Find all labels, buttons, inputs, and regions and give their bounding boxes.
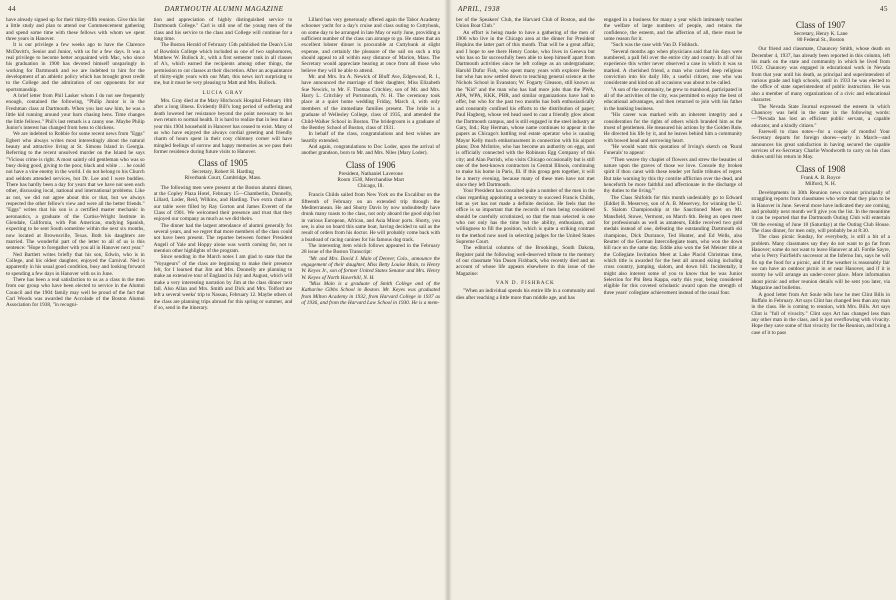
paragraph: A brief letter from Phil Lasker whom I do not see frequently enough, contained the following, "Philip Junior is in the Freshman class at Dartmouth. When you last saw him, he was a little kid running around your barn chasing hens. Time changes the little fellows." Phil's last remark is a canny one. Maybe Philip Junior's interest has changed from hens to chickens. (6, 93, 145, 131)
paragraph: "'Then weave thy chaplet of flowers and strew the beauties of nature upon the graves of those we love. Console thy broken spirit if thou canst with these tender yet futile tributes of regret. But take warning by this thy contrite affliction over the dead, and henceforth be more faithful and affectionate in the discharge of thy duties to the living.'" (603, 156, 743, 195)
paragraph: The dinner had the largest attendance of alumni generally for several years, and we regret that more members of the class could not have been present. The repartee between former President Angell of Yale and Hoppy alone was worth coming for, not to mention other highlights of the program. (153, 222, 293, 255)
right-column-2 (604, 17, 743, 596)
right-column-1 (456, 17, 595, 596)
paragraph: The interesting item which follows appeared in the February 28 issue of the Boston Transcript: (301, 242, 441, 256)
class-1907-address: 80 Federal St., Boston (797, 37, 845, 44)
class-1908-heading: Class of 1908 (795, 163, 846, 174)
paragraph: The editorial columns of the Brookings, South Dakota, Register paid the following well-deserved tribute to the memory of our classmate Van Dusen Fishback, who recently died and an account of whose life appears elsewhere in this issue of the Magazine: (456, 245, 595, 277)
paragraph: "Several months ago when physicians said that his days were numbered, a pall fell over the entire city and county. In all of his experience this writer never observed a case in which it was so marked. A cherished friend, a man who carried deep religious conviction into his daily life, a useful citizen, one who was considerate and kind on all occasions was about to be called. (603, 48, 743, 87)
paragraph: It is our privilege a few weeks ago to have the Clarence McDavitt's, Senior and Junior, with us for a few days. It was a real privilege to become better acquainted with Mac, who since his graduation in 1900 has devoted himself unsparingly in working for Dartmouth and we are indebted to him for the development of an athletic policy which has brought great credit to the College and the admiration of our opponents for our sportsmanship. (6, 42, 145, 93)
paragraph: Ned Bartlett writes briefly that his son, Edwin, who is in College, and his oldest daughter, enjoyed the Carnival. Ned is apparently in his usual good condition, busy and looking forward to spending a few days in Hanover with us in June. (6, 251, 145, 277)
right-columns (456, 17, 890, 596)
paragraph: Lillard has very generously offered again the Tabor Academy schooner yacht for a day's cruise and class outing to Cuttyhunk, on some day to be arranged in late May or early June, providing a sufficient number of the class can arrange to go. He states that an excellent lobster dinner is procurable at Cuttyhunk at slight expense, and certainly the pleasure of the sail on such a trip should appeal to all within easy distance of Marion, Mass. The Secretary would appreciate hearing at once from all those who believe they will be able to attend. (301, 17, 441, 74)
paragraph: There has been a real satisfaction to us as a class in the men from our group who have been elected to service in the Alumni Council and the 1904 family may well be proud of the fact that Carl Woods was awarded the Accolade of the Boston Alumni Association for 1938, "in recogni- (6, 277, 145, 309)
paragraph: Our friend and classmate, Chauncey Smith, whose death on December 4, 1937, has already been reported in this column, left his mark on the state and community in which he lived from 1912. Chauncey was engaged in educational work in Nevada from that year until his death, as principal and superintendent of various grade and high schools, until in 1933 he was elected to the office of state superintendent of public instruction. He was also a member of many organizations of a civic and educational character. (751, 46, 891, 104)
class-1906-heading: Class of 1906 (345, 159, 396, 170)
paragraph: We are indebted to Robbie for some recent news from "Eggs" Egbert who always writes most interestingly about the natural beauty and attractive living at St. Simons Island in Georgia. Referring to the recent unsolved murder on the Island he says "Vicious crime is right. A most saintly old gentleman who was so busy doing good, giving to the poor, black and white . . . he could not have a vine enemy in the world. I do not belong to his Church and seldom attended services, but Dr. Lee and I were buddies. There has hardly been a day for years that we have not seen each other, discussing local, national and international problems. Like as not, we did not agree about this or that, but we always respected the other fellow's view and were all the better friends." "Eggs" writes that his son is a certified master mechanic in aeronautics, a graduate of the Curtiss-Wright Institute in Glendale, California, with Pan American, studying Spanish, expecting to be sent South sometime within the next six months, now located at Brownsville, Texas. Both his daughters are married. The wonderful part of the letter to all of us is this sentence: "Hope to foregather with you all in Hanover next year." (6, 131, 145, 252)
paragraph: Your President has consulted quite a number of the men in the class regarding appointing a secretary to succeed Francis Childs, but as yet has not made a definite decision. He feels that the office is so important that the records of men being considered should be carefully scrutinized, so that the man selected is one who not only has the time but the ability, enthusiasm, and willingness to fill the position, which is quite a striking contrast to the method now used in selecting judges for the United States Supreme Court. (456, 188, 595, 246)
class-1906-address: Room 1530, Merchandise Mart (337, 176, 404, 183)
paragraph: "Such was the case with Van D. Fishback. (610, 42, 699, 49)
paragraph: "Mr. and Mrs. David J. Main of Denver, Colo., announce the engagement of their daughter, Miss Betty Louise Main, to Henry W. Keyes Jr., son of former United States Senator and Mrs. Henry W. Keyes of North Haverhill, N. H. (301, 255, 441, 281)
paragraph: "Miss Main is a graduate of Smith College and of the Katharine Gibbs School in Boston. Mr. Keyes was graduated from Milton Academy in 1932, from Harvard College in 1937 as of 1936, and from the Harvard Law School in 1930. He is a mem- (301, 280, 441, 307)
paragraph: Developments in 30th Reunion news consist principally of straggling reports from classmates who write that they plan to be in Hanover in June. Several more have indicated they are coming, and probably next month we'll give you the list. In the meantime it can be reported that the Dartmouth Outing Club will entertain '08 the evening of June 18 (Saturday) at the Outing Club House. The class dinner, for men only, will probably be at 8:30. (751, 190, 891, 235)
page-number-right: 45 (880, 5, 888, 13)
paragraph: The Boston Herald of February 15th published the Dean's List of Bowdoin College which included as one of two sophomores, Matthew W. Bullock Jr., with a first semester rank in all classes of A's, which earned the recipients among other things, the permission to cut classes at their discretion. After an acquaintance of thirty-eight years with our Matt, this news isn't surprising to me, but it must be very pleasing to Matt and Mrs. Bullock. (153, 42, 293, 87)
paragraph: The following men were present at the Boston alumni dinner, at the Copley Plaza Hotel, February 15—Chamberlin, Donnelly, Lillard, Loder, Reid, Wilkins, and Harding. Two extra chairs at our table were filled by Ray Gorton and James Everett of the Class of 1901. We welcomed their presence and trust that they enjoyed our company as much as we did theirs. (153, 184, 293, 223)
class-1905-secretary: Secretary, Robert H. Harding (192, 169, 254, 176)
paragraph: "When an individual spends his entire life in a community and dies after reaching a little more than middle age, and has (456, 288, 595, 301)
class-1907-secretary: Secretary, Henry K. Lane (793, 31, 848, 37)
class-1906-city: Chicago, Ill. (357, 182, 384, 189)
paragraph: The Nevada State Journal expressed the esteem in which Chauncey was held in the state in the following words:—"Nevada has lost an efficient public servant, a capable educator, and a kindly citizen." (751, 103, 891, 129)
class-1907-heading: Class of 1907 (795, 20, 846, 30)
paragraph: A good letter from Art Soule tells how he met Clint Bills in Buffalo in February. Art says Clint has changed less than any man in the class. He is coming to reunion, with Mrs. Bills. Art says Clint is "full of vivacity." Clint says Art has changed less than any other man in the class, and is just overflowing with vivacity. Hope they save some of that vivacity for the Reunion, and bring a case of it to pass (751, 291, 891, 336)
paragraph: And again, congratulations to Doc Loder, upon the arrival of another grandson, born to Mr. and Mrs. Niles (Mary Loder). (301, 143, 441, 157)
paragraph: tion and appreciation of highly distinguished service to Dartmouth College." Carl is still one of the young men of the class and his service to the class and College will continue for a long time. (153, 17, 293, 43)
paragraph: "A son of the community, he grew to manhood, participated in all of the activities of the city, was permitted to enjoy the best of educational advantages, and then returned to join with his father in the banking business. (603, 86, 743, 112)
paragraph: In behalf of the class, congratulations and best wishes are heartily extended. (301, 131, 441, 144)
page-number-left: 44 (8, 5, 16, 13)
right-column-3 (751, 17, 890, 596)
paragraph: Mr. and Mrs. Ira A. Newick of Bluff Ave, Edgewood, R. I., have announced the marriage of their daughter, Miss Elizabeth Sue Newick, to Mr. F. Thomas Critchley, son of Mr. and Mrs. Harry L. Critchley of Portsmouth, N. H. The ceremony took place at a quiet home wedding Friday, March 4, with only members of the immediate families present. The bride is a graduate of Wellesley College, class of 1935, and attended the Child-Walker School in Boston. The bridegroom is a graduate of the Bentley School of Boston, class of 1931. (301, 74, 441, 131)
obituary-subhead: LUCIA GRAY (202, 89, 244, 96)
class-1908-address: Milford, N. H. (805, 180, 837, 187)
left-columns (6, 17, 440, 596)
class-1905-address: Riverbank Court, Cambridge, Mass. (184, 175, 262, 182)
running-head-right: APRIL, 1938 (458, 5, 501, 13)
paragraph: have already signed up for their thirty-fifth reunion. Give this list a little study and plan to attend our Commencement gathering and spend some time with these fellows with whom we spent three years in Hanover. (6, 17, 145, 43)
left-column-2 (154, 17, 293, 596)
paragraph: An effort is being made to have a gathering of the men of 1906 who live in the Chicago area at the dinner for President Hopkins the latter part of this month. That will be a great affair, and I hope to see there Henry Cooke, who lives in Geneva but who has so far successfully been able to keep himself apart from Dartmouth activities since he left college as an undergraduate; Harold Dufur Fish, who spent many years with explorer Beebe but who has now settled down to teaching general science at the Nichols School in Evanston; W. Fogarty Gleason, still known as the "Kid" and the man who has had more jobs than the PWA, APA, WPA, KKK, PBR, and similar organizations have had to offer, but who for the past two months has both enthusiastically and constantly confined his efforts to the distribution of paper; Paul Hagberg, whose red head used to cast a friendly glow about the Dartmouth campus, and is still engaged in the steel industry at Gary, Ind.; Ray Herman, whose name continues to appear in the papers as Chicago's battling real estate operator who is causing Mayor Kelly much embarrassment in connection with his airport plans; Don McIntire, who has become an authority on eggs, and is officially connected with the Robinson Egg Company of this city; and Alan Parrish, who visits Chicago occasionally but is still one of the best-known contractors in Central Illinois, continuing to make his home in Paris, Ill. If this group gets together, it will be a merry evening, because many of these men have not met since they left Dartmouth. (456, 29, 595, 188)
right-page (448, 0, 896, 600)
paragraph: Since sending in the March notes I am glad to state that the "Voyageurs" of the class are beginning to make their presence felt, for I learned that Jim and Mrs. Donnelly are planning to make an extensive tour of England in July and August, which will make a very interesting narration by Jim at the class dinner next fall. Also Allan and Mrs. Smith and Dick and Mrs. Tolford are left a several weeks' trip to Nassau, February 12. Maybe others of the class are planning trips abroad for this spring or summer, and if so, send in the itinerary. (153, 254, 293, 312)
tribute-subhead: VAN D. FISHBACK (495, 280, 555, 287)
paragraph: "He would want this quotation of Irving's sketch on 'Rural Funerals' to appear: (603, 143, 743, 157)
paragraph: "His career was marked with an inherent integrity and a consideration for the rights of others which branded him as the truest of gentlemen. He measured his actions by the Golden Rule. He directed his life by it, and he leaves behind him a community with bowed head and sorrowing heart. (603, 112, 743, 144)
paragraph: Francis Childs sailed from New York on the Excalibur on the fifteenth of February on an extended trip through the Mediterranean. He and Shorty Davis by now undoubtedly have drunk many toasts to the class, not only aboard the good ship but in various European, African, and Asia Minor ports. Shorty, you see, is also on board this same boat, having decided to sail as the result of orders from his doctor. He will probably come back with a boatload of racing canines for his famous dog track. (301, 192, 441, 243)
running-head-left: DARTMOUTH ALUMNI MAGAZINE (164, 5, 284, 13)
paragraph: Mrs. Gray died at the Mary Hitchcock Hospital February 10th after a long illness. Evidently Bill's long period of suffering and death lowered her resistance beyond the point necessary to her own return to normal health. It is hard to realize that in less than a year this 1904 household in Hanover has ceased to exist. Many of us who have enjoyed the always cordial greeting and friendly charm of hours spent in their cosy chimney corner will have mingled feelings of sorrow and happy memories as we pass their former residence during future visits to Hanover. (153, 98, 293, 155)
paragraph: Farewell to class notes—for a couple of months! Your Secretary departs for foreign shores—early in March—and announces his great satisfaction in having secured the capable services of ex-Secretary Charlie Woodworth to carry on his class duties until his return in May. (751, 128, 891, 161)
paragraph: The Class Shifolds for this month undeniably go to Edward (Eddie) B. Meservey, son of A. B. Meservey, for winning the U. S. Slalom Championship at the Sanctioned Meet on Mt. Mansfield, Stowe, Vermont, on March 6th. Being an open meet for professionals as well as amateurs, Eddie received two gold medals instead of one, defeating the outstanding Dartmouth ski champions, Dick Durrance, Ted Hunter, and Ed Wells, also Reutter of the German Intercollegiate team, who won the down hill race on the same day. Eddie also won the Sel Meister title at the Collegiate Invitation Meet at Lake Placid Christmas time, which title is awarded for the best all around skiing including cross country, jumping, slalom, and down hill. Incidentally, it might also interest some of you to know that he was Junior Selection for Phi Beta Kappa, early this year, being considered eligible for this coveted scholastic award upon the strength of three years' collegiate achievement instead of the usual four. (603, 194, 743, 296)
paragraph: ber of the Speakers' Club, the Harvard Club of Boston, and the Union Boat Club." (456, 17, 595, 30)
left-column-1 (6, 17, 145, 596)
paragraph: engaged in a business for many a year which intimately touches the welfare of large numbers of people, and retains the confidence, the esteem, and the affection of all, there must be some reason for it. (603, 17, 743, 43)
class-1908-secretary: Frank A. B. Royce (800, 174, 841, 181)
left-column-3 (301, 17, 440, 596)
class-1905-heading: Class of 1905 (198, 158, 248, 169)
paragraph: The class picnic Sunday, for everybody, is still a bit of a problem. Many classmates say they do not want to go far from Hanover; some do not want to leave Hanover at all. Fordie Sayre, who is Perry Fairfield's successor at the Inferno Inn, says he will fix up the food for a picnic, and if the weather is reasonably fair we can have an outdoor picnic in or near Hanover, and if it is stormy he will arrange an under-cover place. More information about picnic and other reunion details will be sent you later, via Magazine and bulletins. (751, 234, 891, 292)
spine-gutter (444, 0, 452, 600)
class-1906-secretary: President, Nathaniel Laverone (338, 170, 403, 177)
